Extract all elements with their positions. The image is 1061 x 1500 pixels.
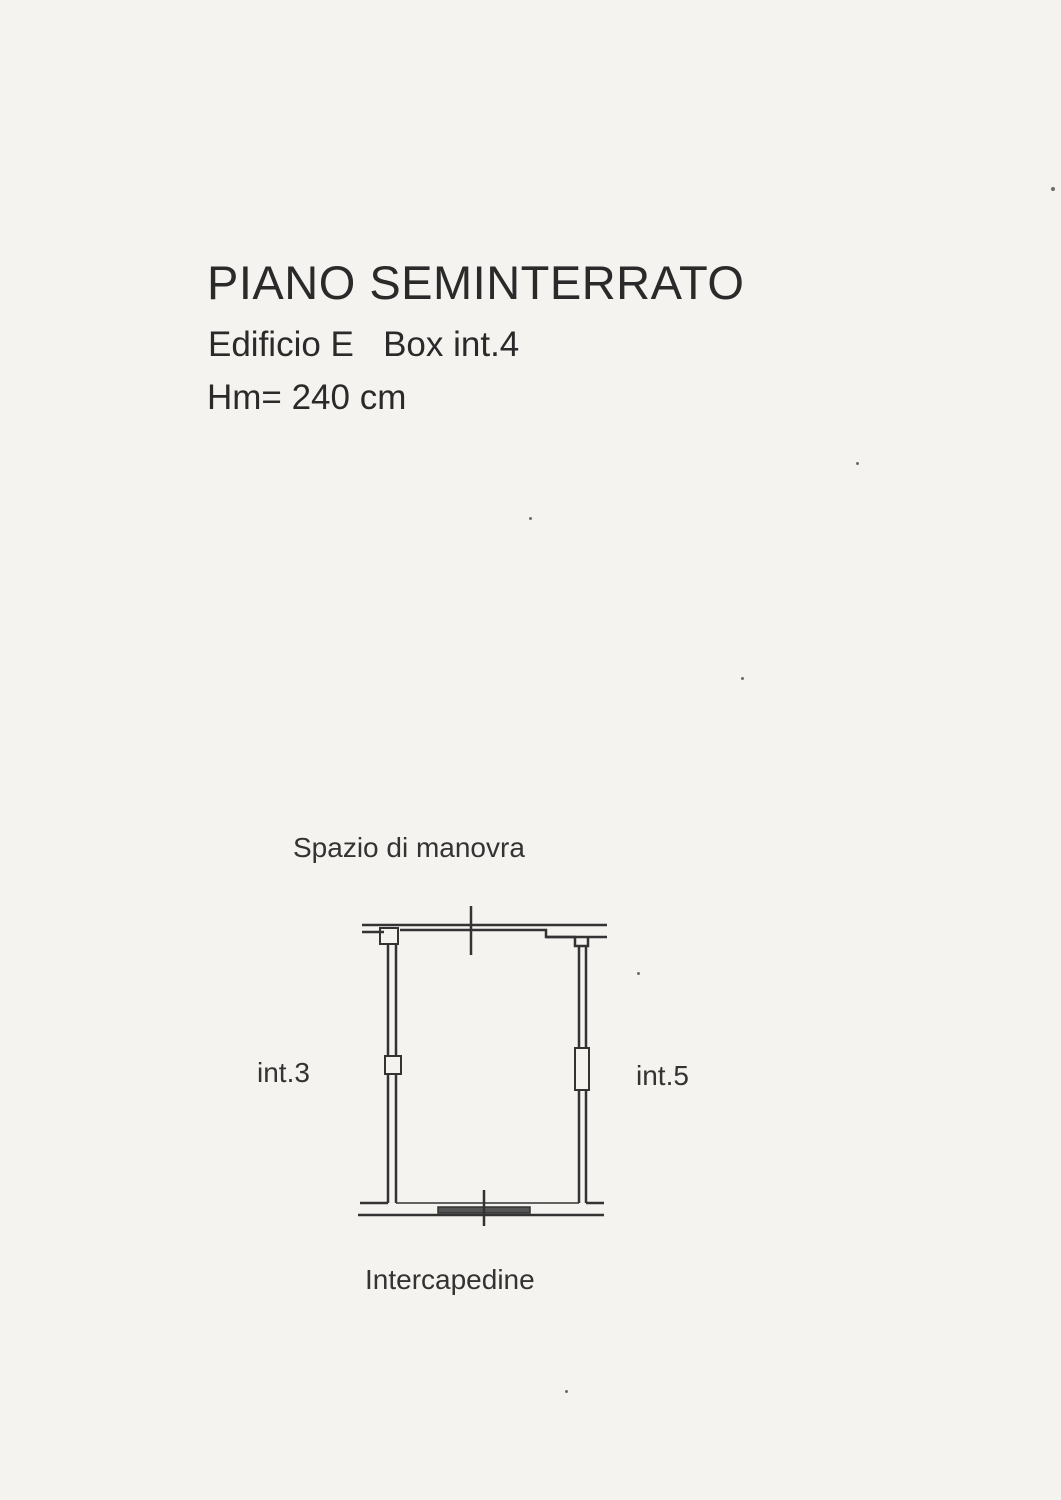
label-neighbor-int5: int.5 [636, 1060, 689, 1091]
label-neighbor-int3: int.3 [257, 1057, 310, 1088]
label-maneuver-space: Spazio di manovra [293, 832, 525, 863]
building-box-subtitle: Edificio E Box int.4 [208, 325, 520, 364]
ceiling-height-note: Hm= 240 cm [207, 378, 407, 417]
left-wall-marker [385, 1056, 401, 1074]
corner-pier [380, 928, 398, 944]
page-title: PIANO SEMINTERRATO [207, 256, 745, 309]
right-wall-marker [575, 1048, 589, 1090]
label-cavity: Intercapedine [365, 1264, 535, 1295]
